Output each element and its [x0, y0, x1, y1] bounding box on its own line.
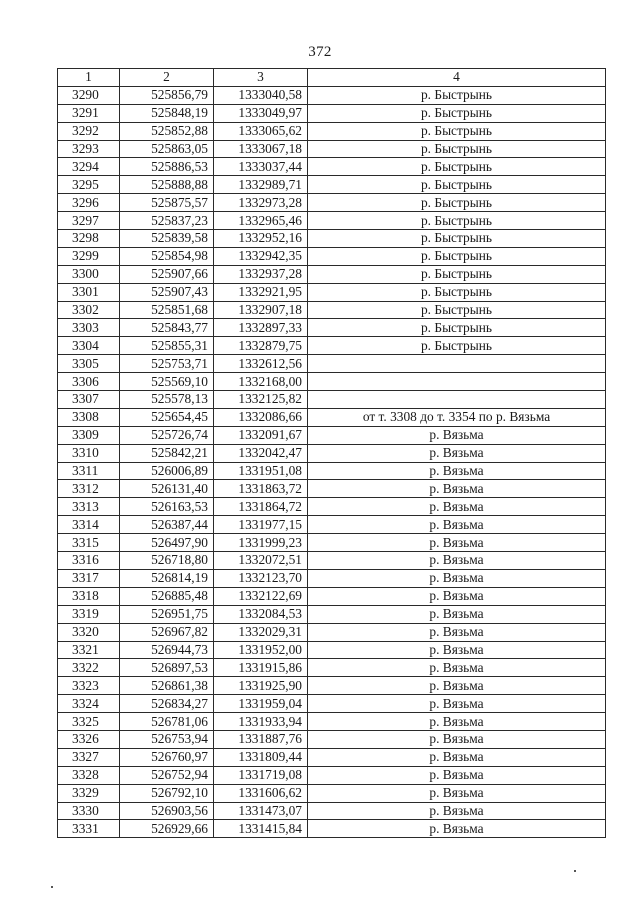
description-cell: [308, 355, 606, 373]
table-row: [58, 713, 606, 731]
y-coordinate-cell: 1332086,66: [214, 408, 308, 426]
x-coordinate-cell: 525578,13: [120, 391, 214, 409]
point-number-cell: 3313: [58, 498, 120, 516]
y-coordinate-cell: 1332897,33: [214, 319, 308, 337]
point-number-cell: 3323: [58, 677, 120, 695]
description-cell: р. Быстрынь: [308, 265, 606, 283]
x-coordinate-cell: 526967,82: [120, 623, 214, 641]
x-coordinate-cell: 526792,10: [120, 784, 214, 802]
y-coordinate-cell: 1333049,97: [214, 104, 308, 122]
table-row: [58, 408, 606, 426]
point-number-cell: 3319: [58, 605, 120, 623]
y-coordinate-cell: 1332952,16: [214, 230, 308, 248]
table-row: [58, 265, 606, 283]
x-coordinate-cell: 525851,68: [120, 301, 214, 319]
x-coordinate-cell: 526781,06: [120, 713, 214, 731]
point-number-cell: 3324: [58, 695, 120, 713]
y-coordinate-cell: 1332973,28: [214, 194, 308, 212]
y-coordinate-cell: 1331473,07: [214, 802, 308, 820]
y-coordinate-cell: 1331863,72: [214, 480, 308, 498]
point-number-cell: 3318: [58, 587, 120, 605]
description-cell: р. Вязьма: [308, 659, 606, 677]
y-coordinate-cell: 1331415,84: [214, 820, 308, 838]
table-row: [58, 391, 606, 409]
table-row: [58, 194, 606, 212]
table-row: [58, 641, 606, 659]
y-coordinate-cell: 1331952,00: [214, 641, 308, 659]
x-coordinate-cell: 525886,53: [120, 158, 214, 176]
x-coordinate-cell: 525843,77: [120, 319, 214, 337]
table-body: [58, 86, 606, 837]
table-row: [58, 86, 606, 104]
description-cell: р. Быстрынь: [308, 176, 606, 194]
x-coordinate-cell: 526951,75: [120, 605, 214, 623]
point-number-cell: 3329: [58, 784, 120, 802]
table-row: [58, 516, 606, 534]
point-number-cell: 3317: [58, 569, 120, 587]
table-row: [58, 337, 606, 355]
table-row: [58, 730, 606, 748]
description-cell: р. Вязьма: [308, 462, 606, 480]
point-number-cell: 3307: [58, 391, 120, 409]
table-row: [58, 140, 606, 158]
y-coordinate-cell: 1332084,53: [214, 605, 308, 623]
y-coordinate-cell: 1331915,86: [214, 659, 308, 677]
column-header-description: 4: [308, 69, 606, 87]
point-number-cell: 3292: [58, 122, 120, 140]
point-number-cell: 3306: [58, 373, 120, 391]
description-cell: р. Вязьма: [308, 748, 606, 766]
point-number-cell: 3296: [58, 194, 120, 212]
y-coordinate-cell: 1331719,08: [214, 766, 308, 784]
description-cell: р. Вязьма: [308, 534, 606, 552]
y-coordinate-cell: 1333065,62: [214, 122, 308, 140]
column-header-y: 3: [214, 69, 308, 87]
x-coordinate-cell: 526387,44: [120, 516, 214, 534]
table-row: [58, 212, 606, 230]
y-coordinate-cell: 1332072,51: [214, 552, 308, 570]
table-row: [58, 605, 606, 623]
y-coordinate-cell: 1332123,70: [214, 569, 308, 587]
x-coordinate-cell: 526903,56: [120, 802, 214, 820]
x-coordinate-cell: 526929,66: [120, 820, 214, 838]
table-row: [58, 569, 606, 587]
x-coordinate-cell: 525875,57: [120, 194, 214, 212]
point-number-cell: 3316: [58, 552, 120, 570]
point-number-cell: 3320: [58, 623, 120, 641]
x-coordinate-cell: 525863,05: [120, 140, 214, 158]
y-coordinate-cell: 1332091,67: [214, 426, 308, 444]
y-coordinate-cell: 1332122,69: [214, 587, 308, 605]
table-row: [58, 319, 606, 337]
x-coordinate-cell: 525888,88: [120, 176, 214, 194]
y-coordinate-cell: 1332168,00: [214, 373, 308, 391]
description-cell: р. Быстрынь: [308, 212, 606, 230]
table-row: [58, 677, 606, 695]
point-number-cell: 3301: [58, 283, 120, 301]
point-number-cell: 3328: [58, 766, 120, 784]
scan-speck: [574, 870, 576, 872]
y-coordinate-cell: 1332029,31: [214, 623, 308, 641]
x-coordinate-cell: 525855,31: [120, 337, 214, 355]
point-number-cell: 3331: [58, 820, 120, 838]
y-coordinate-cell: 1331999,23: [214, 534, 308, 552]
x-coordinate-cell: 526897,53: [120, 659, 214, 677]
x-coordinate-cell: 525907,66: [120, 265, 214, 283]
point-number-cell: 3327: [58, 748, 120, 766]
description-cell: р. Быстрынь: [308, 194, 606, 212]
point-number-cell: 3314: [58, 516, 120, 534]
y-coordinate-cell: 1333040,58: [214, 86, 308, 104]
x-coordinate-cell: 526753,94: [120, 730, 214, 748]
table-header: [58, 69, 606, 87]
point-number-cell: 3305: [58, 355, 120, 373]
point-number-cell: 3302: [58, 301, 120, 319]
x-coordinate-cell: 525753,71: [120, 355, 214, 373]
table-row: [58, 176, 606, 194]
y-coordinate-cell: 1333037,44: [214, 158, 308, 176]
table-row: [58, 301, 606, 319]
point-number-cell: 3311: [58, 462, 120, 480]
point-number-cell: 3309: [58, 426, 120, 444]
point-number-cell: 3291: [58, 104, 120, 122]
y-coordinate-cell: 1331864,72: [214, 498, 308, 516]
y-coordinate-cell: 1331925,90: [214, 677, 308, 695]
y-coordinate-cell: 1332612,56: [214, 355, 308, 373]
description-cell: р. Быстрынь: [308, 247, 606, 265]
point-number-cell: 3300: [58, 265, 120, 283]
table-row: [58, 498, 606, 516]
header-row: [58, 69, 606, 87]
x-coordinate-cell: 525654,45: [120, 408, 214, 426]
description-cell: р. Вязьма: [308, 820, 606, 838]
table-row: [58, 283, 606, 301]
page-number: 372: [308, 44, 332, 60]
description-cell: р. Вязьма: [308, 552, 606, 570]
y-coordinate-cell: 1331809,44: [214, 748, 308, 766]
description-cell: р. Быстрынь: [308, 86, 606, 104]
point-number-cell: 3315: [58, 534, 120, 552]
x-coordinate-cell: 525837,23: [120, 212, 214, 230]
description-cell: р. Быстрынь: [308, 319, 606, 337]
y-coordinate-cell: 1331951,08: [214, 462, 308, 480]
x-coordinate-cell: 526944,73: [120, 641, 214, 659]
point-number-cell: 3297: [58, 212, 120, 230]
table-row: [58, 158, 606, 176]
description-cell: р. Быстрынь: [308, 337, 606, 355]
table-row: [58, 534, 606, 552]
table-row: [58, 802, 606, 820]
x-coordinate-cell: 525842,21: [120, 444, 214, 462]
x-coordinate-cell: 526861,38: [120, 677, 214, 695]
table-row: [58, 480, 606, 498]
description-cell: р. Вязьма: [308, 784, 606, 802]
x-coordinate-cell: 525839,58: [120, 230, 214, 248]
description-cell: р. Вязьма: [308, 480, 606, 498]
x-coordinate-cell: 526752,94: [120, 766, 214, 784]
y-coordinate-cell: 1332042,47: [214, 444, 308, 462]
x-coordinate-cell: 525854,98: [120, 247, 214, 265]
point-number-cell: 3325: [58, 713, 120, 731]
column-header-x: 2: [120, 69, 214, 87]
description-cell: р. Вязьма: [308, 730, 606, 748]
table-row: [58, 552, 606, 570]
point-number-cell: 3295: [58, 176, 120, 194]
table-row: [58, 355, 606, 373]
y-coordinate-cell: 1333067,18: [214, 140, 308, 158]
x-coordinate-cell: 525569,10: [120, 373, 214, 391]
y-coordinate-cell: 1332942,35: [214, 247, 308, 265]
description-cell: [308, 373, 606, 391]
table-row: [58, 766, 606, 784]
table-row: [58, 659, 606, 677]
description-cell: р. Быстрынь: [308, 230, 606, 248]
description-cell: [308, 391, 606, 409]
x-coordinate-cell: 526718,80: [120, 552, 214, 570]
y-coordinate-cell: 1332879,75: [214, 337, 308, 355]
y-coordinate-cell: 1332921,95: [214, 283, 308, 301]
x-coordinate-cell: 526006,89: [120, 462, 214, 480]
point-number-cell: 3304: [58, 337, 120, 355]
y-coordinate-cell: 1331933,94: [214, 713, 308, 731]
description-cell: р. Быстрынь: [308, 301, 606, 319]
x-coordinate-cell: 525907,43: [120, 283, 214, 301]
description-cell: р. Вязьма: [308, 623, 606, 641]
x-coordinate-cell: 526834,27: [120, 695, 214, 713]
x-coordinate-cell: 525848,19: [120, 104, 214, 122]
description-cell: р. Вязьма: [308, 605, 606, 623]
description-cell: р. Вязьма: [308, 444, 606, 462]
point-number-cell: 3294: [58, 158, 120, 176]
point-number-cell: 3322: [58, 659, 120, 677]
description-cell: р. Быстрынь: [308, 158, 606, 176]
y-coordinate-cell: 1332125,82: [214, 391, 308, 409]
point-number-cell: 3299: [58, 247, 120, 265]
description-cell: р. Быстрынь: [308, 283, 606, 301]
description-cell: р. Быстрынь: [308, 104, 606, 122]
y-coordinate-cell: 1331959,04: [214, 695, 308, 713]
point-number-cell: 3293: [58, 140, 120, 158]
point-number-cell: 3326: [58, 730, 120, 748]
point-number-cell: 3310: [58, 444, 120, 462]
table-row: [58, 462, 606, 480]
y-coordinate-cell: 1331887,76: [214, 730, 308, 748]
y-coordinate-cell: 1332907,18: [214, 301, 308, 319]
point-number-cell: 3298: [58, 230, 120, 248]
table-row: [58, 247, 606, 265]
table-row: [58, 122, 606, 140]
description-cell: р. Вязьма: [308, 802, 606, 820]
description-cell: р. Вязьма: [308, 677, 606, 695]
description-cell: р. Вязьма: [308, 695, 606, 713]
description-cell: р. Вязьма: [308, 713, 606, 731]
y-coordinate-cell: 1331977,15: [214, 516, 308, 534]
table-row: [58, 820, 606, 838]
y-coordinate-cell: 1331606,62: [214, 784, 308, 802]
x-coordinate-cell: 526814,19: [120, 569, 214, 587]
point-number-cell: 3290: [58, 86, 120, 104]
x-coordinate-cell: 526131,40: [120, 480, 214, 498]
x-coordinate-cell: 526163,53: [120, 498, 214, 516]
description-cell: р. Вязьма: [308, 569, 606, 587]
description-cell: р. Вязьма: [308, 516, 606, 534]
table-row: [58, 695, 606, 713]
x-coordinate-cell: 526885,48: [120, 587, 214, 605]
description-cell: р. Вязьма: [308, 426, 606, 444]
description-cell: р. Вязьма: [308, 641, 606, 659]
table-row: [58, 426, 606, 444]
y-coordinate-cell: 1332937,28: [214, 265, 308, 283]
y-coordinate-cell: 1332965,46: [214, 212, 308, 230]
x-coordinate-cell: 525726,74: [120, 426, 214, 444]
description-cell: от т. 3308 до т. 3354 по р. Вязьма: [308, 408, 606, 426]
x-coordinate-cell: 526760,97: [120, 748, 214, 766]
table-row: [58, 444, 606, 462]
table-row: [58, 230, 606, 248]
description-cell: р. Вязьма: [308, 587, 606, 605]
table-row: [58, 373, 606, 391]
description-cell: р. Вязьма: [308, 766, 606, 784]
table-row: [58, 587, 606, 605]
description-cell: р. Быстрынь: [308, 122, 606, 140]
x-coordinate-cell: 526497,90: [120, 534, 214, 552]
scan-speck: [51, 886, 53, 888]
table-row: [58, 748, 606, 766]
x-coordinate-cell: 525852,88: [120, 122, 214, 140]
description-cell: р. Быстрынь: [308, 140, 606, 158]
point-number-cell: 3321: [58, 641, 120, 659]
point-number-cell: 3308: [58, 408, 120, 426]
coordinates-table: [57, 68, 606, 838]
description-cell: р. Вязьма: [308, 498, 606, 516]
table-row: [58, 784, 606, 802]
point-number-cell: 3330: [58, 802, 120, 820]
y-coordinate-cell: 1332989,71: [214, 176, 308, 194]
table-row: [58, 623, 606, 641]
point-number-cell: 3303: [58, 319, 120, 337]
column-header-point-number: 1: [58, 69, 120, 87]
x-coordinate-cell: 525856,79: [120, 86, 214, 104]
table-row: [58, 104, 606, 122]
point-number-cell: 3312: [58, 480, 120, 498]
